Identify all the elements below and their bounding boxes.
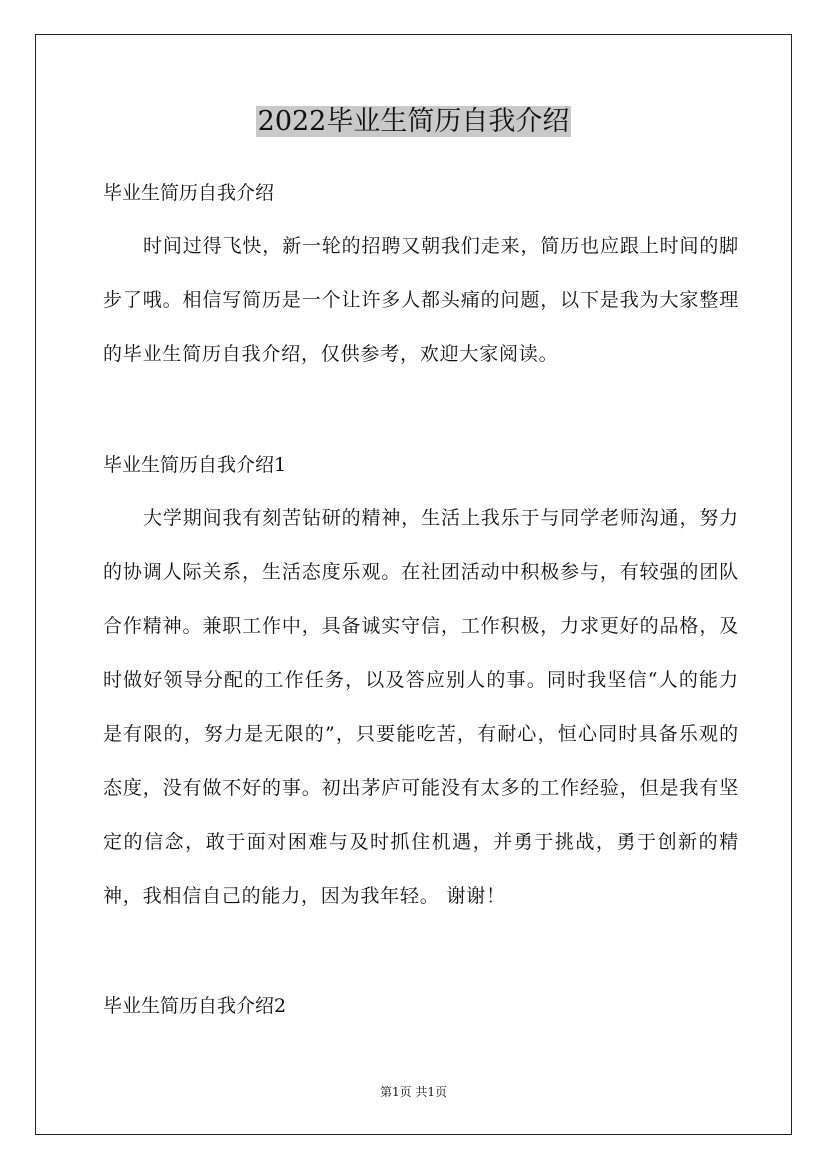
page-footer: 第1页 共1页 <box>379 1085 448 1099</box>
section-heading-intro: 毕业生简历自我介绍 <box>103 182 275 204</box>
document-title <box>0 102 827 142</box>
document-title-text: 2022毕业生简历自我介绍 <box>257 106 570 137</box>
intro-paragraph: 时间过得飞快，新一轮的招聘又朝我们走来，简历也应跟上时间的脚步了哦。相信写简历是一个让许多人都头痛的问题，以下是我为大家整理的毕业生简历自我介绍，仅供参考，欢迎大家阅读。 <box>103 235 739 365</box>
paragraph-1: 大学期间我有刻苦钻研的精神，生活上我乐于与同学老师沟通，努力的协调人际关系，生活态度乐观。在社团活动中积极参与，有较强的团队合作精神。兼职工作中，具备诚实守信，工作积极，力求更好的品格，及时做好领导分配的工作任务，以及答应别人的事。同时我坚信“人的能力是有限的，努力是无限的”，只要能吃苦，有耐心，恒心同时具备乐观的态度，没有做不好的事。初出茅庐可能没有太多的工作经验，但是我有坚定的信念，敢于面对困难与及时抓住机遇，并勇于挑战，勇于创新的精神，我相信自己的能力，因为我年轻。 谢谢！ <box>103 507 739 907</box>
section-heading-2: 毕业生简历自我介绍2 <box>103 995 287 1017</box>
section-heading-1: 毕业生简历自我介绍1 <box>103 454 287 476</box>
